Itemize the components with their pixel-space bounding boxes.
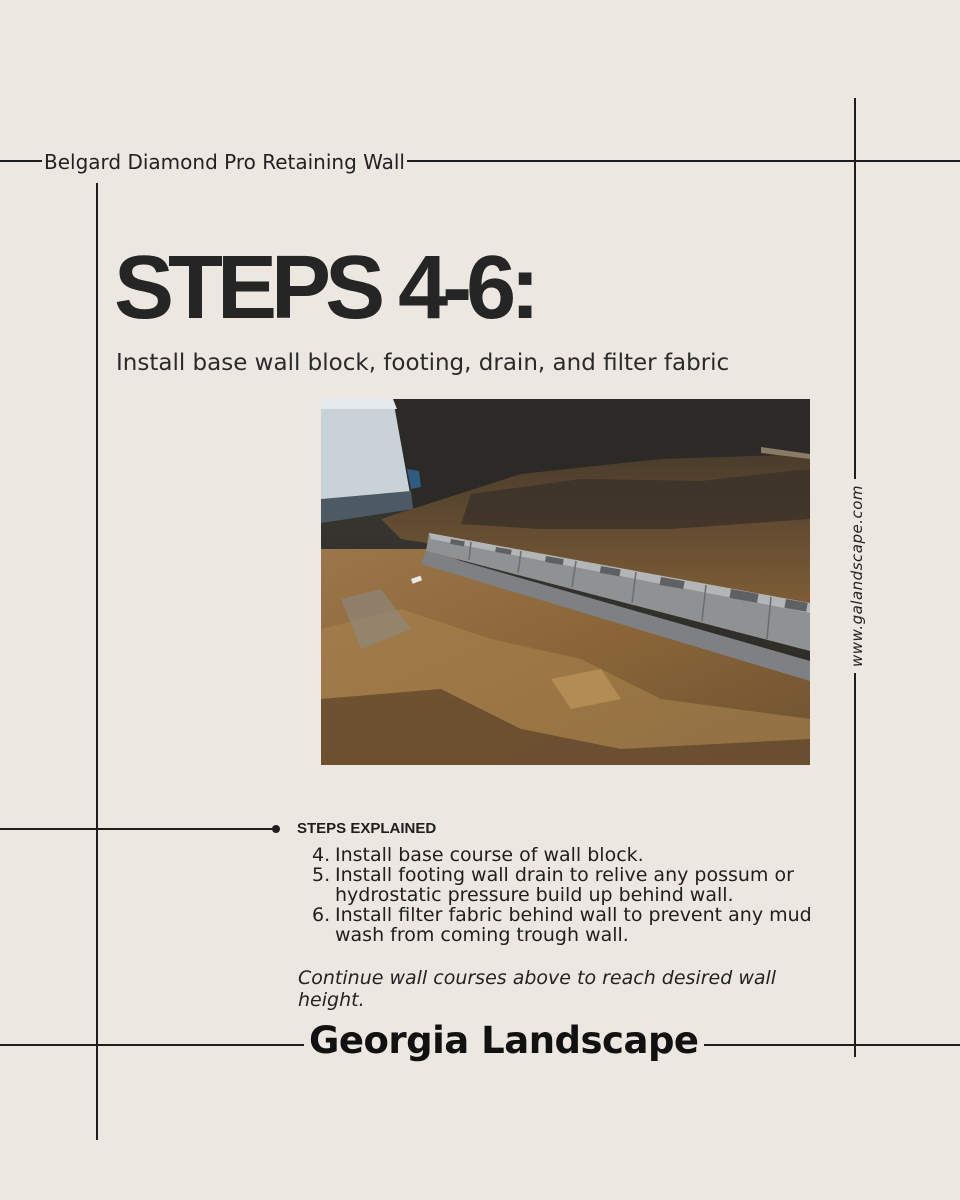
website-url-text[interactable]: www.galandscape.com bbox=[848, 479, 866, 673]
bullet-dot bbox=[272, 825, 280, 833]
header-label: Belgard Diamond Pro Retaining Wall bbox=[44, 150, 405, 174]
frame-line-middle bbox=[0, 828, 276, 830]
frame-line-left bbox=[96, 183, 98, 1140]
brand-logo-text: Georgia Landscape bbox=[304, 1018, 704, 1064]
step-item bbox=[312, 845, 832, 865]
step-number: 5. bbox=[312, 864, 331, 886]
steps-heading: STEPS EXPLAINED bbox=[297, 820, 437, 837]
steps-list bbox=[312, 845, 832, 945]
step-text: Install footing wall drain to relive any possum or hydrostatic pressure build up behind wall. bbox=[335, 864, 794, 906]
step-number: 6. bbox=[312, 904, 331, 926]
step-item bbox=[312, 865, 832, 905]
step-text: Install base course of wall block. bbox=[335, 844, 644, 866]
retaining-wall-photo bbox=[321, 399, 810, 765]
page-subtitle: Install base wall block, footing, drain, and filter fabric bbox=[116, 350, 730, 376]
retaining-wall-photo-illustration bbox=[321, 399, 810, 765]
step-number: 4. bbox=[312, 844, 331, 866]
page-title: STEPS 4-6: bbox=[114, 238, 535, 338]
step-text: Install filter fabric behind wall to prevent any mud wash from coming trough wall. bbox=[335, 904, 812, 946]
closing-note: Continue wall courses above to reach desired wall height. bbox=[298, 967, 777, 1011]
step-item bbox=[312, 905, 832, 945]
